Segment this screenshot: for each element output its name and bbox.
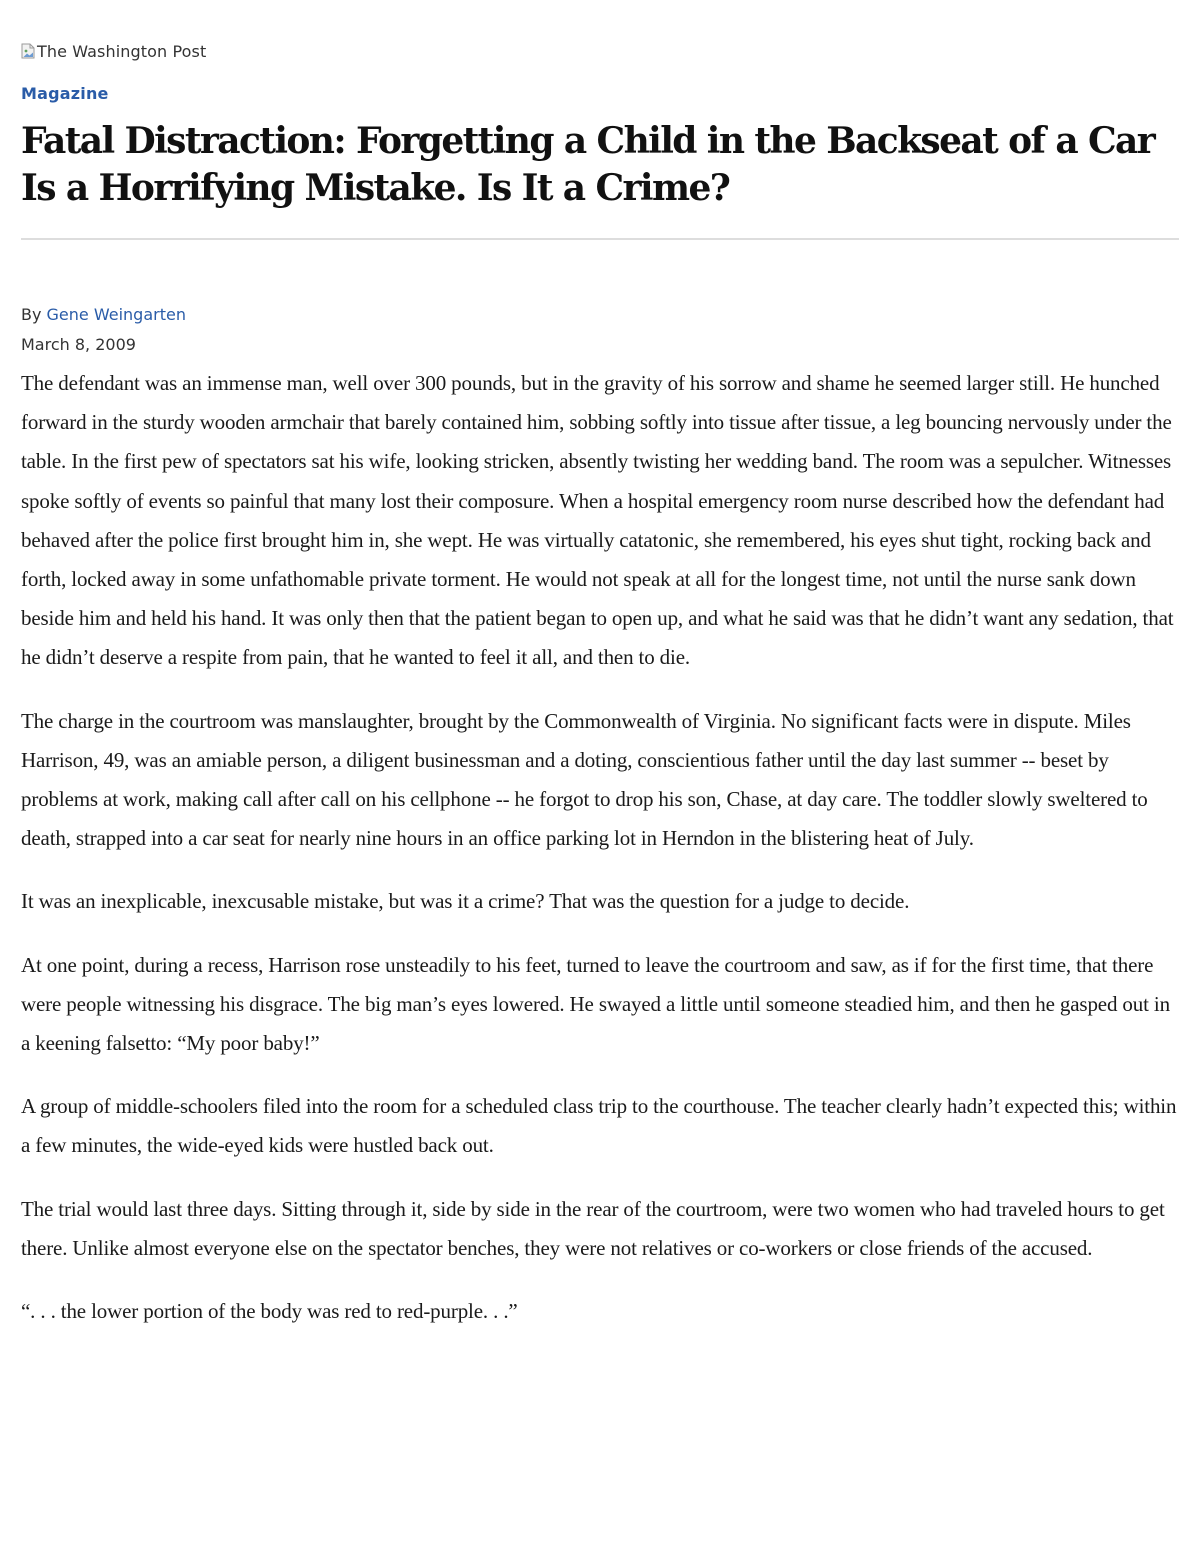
body-paragraph: The charge in the courtroom was manslaughter, brought by the Commonwealth of Virginia. No significant facts were in dispute. Miles Harrison, 49, was an amiable person, a diligent businessman and a doting, conscientious father until the day last summer -- beset by problems at work, making call after call on his cellphone -- he forgot to drop his son, Chase, at day care. The toddler slowly sweltered to death, strapped into a car seat for nearly nine hours in an office parking lot in Herndon in the blistering heat of July.	[21, 708, 1148, 851]
body-paragraph: The trial would last three days. Sitting through it, side by side in the rear of the courtroom, were two women who had traveled hours to get there. Unlike almost everyone else on the spectator benches, they were not relatives or co-workers or close friends of the accused.	[21, 1196, 1165, 1260]
byline	[21, 304, 186, 326]
author-link[interactable]: Gene Weingarten	[46, 305, 186, 324]
byline-prefix: By	[21, 305, 47, 324]
body-paragraph: It was an inexplicable, inexcusable mistake, but was it a crime? That was the question for a judge to decide.	[21, 889, 910, 914]
logo-alt-text: The Washington Post	[37, 41, 207, 61]
site-logo[interactable]	[21, 38, 206, 64]
body-paragraph: “. . . the lower portion of the body was red to red-purple. . .”	[21, 1299, 518, 1324]
article-headline: Fatal Distraction: Forgetting a Child in the Backseat of a Car Is a Horrifying Mistake. Is It a Crime?	[21, 120, 1155, 209]
body-paragraph: A group of middle-schoolers filed into the room for a scheduled class trip to the courthouse. The teacher clearly hadn’t expected this; within a few minutes, the wide-eyed kids were hustled back out.	[21, 1094, 1177, 1158]
article-body	[21, 364, 1179, 1355]
body-paragraph: The defendant was an immense man, well over 300 pounds, but in the gravity of his sorrow and shame he seemed larger still. He hunched forward in the sturdy wooden armchair that barely contained him, sobbing softly into tissue after tissue, a leg bouncing nervously under the table. In the first pew of spectators sat his wife, looking stricken, absently twisting her wedding band. The room was a sepulcher. Witnesses spoke softly of events so painful that many lost their composure. When a hospital emergency room nurse described how the defendant had behaved after the police first brought him in, she wept. He was virtually catatonic, she remembered, his eyes shut tight, rocking back and forth, locked away in some unfathomable private torment. He would not speak at all for the longest time, not until the nurse sank down beside him and held his hand. It was only then that the patient began to open up, and what he said was that he didn’t want any sedation, that he didn’t deserve a respite from pain, that he wanted to feel it all, and then to die.	[21, 371, 1174, 670]
publish-date: March 8, 2009	[21, 335, 136, 354]
broken-image-icon	[21, 43, 35, 59]
headline-divider	[21, 238, 1179, 240]
body-paragraph: At one point, during a recess, Harrison rose unsteadily to his feet, turned to leave the courtroom and saw, as if for the first time, that there were people witnessing his disgrace. The big man’s eyes lowered. He swayed a little until someone steadied him, and then he gasped out in a keening falsetto: “My poor baby!”	[21, 952, 1170, 1056]
section-label[interactable]: Magazine	[21, 84, 109, 103]
